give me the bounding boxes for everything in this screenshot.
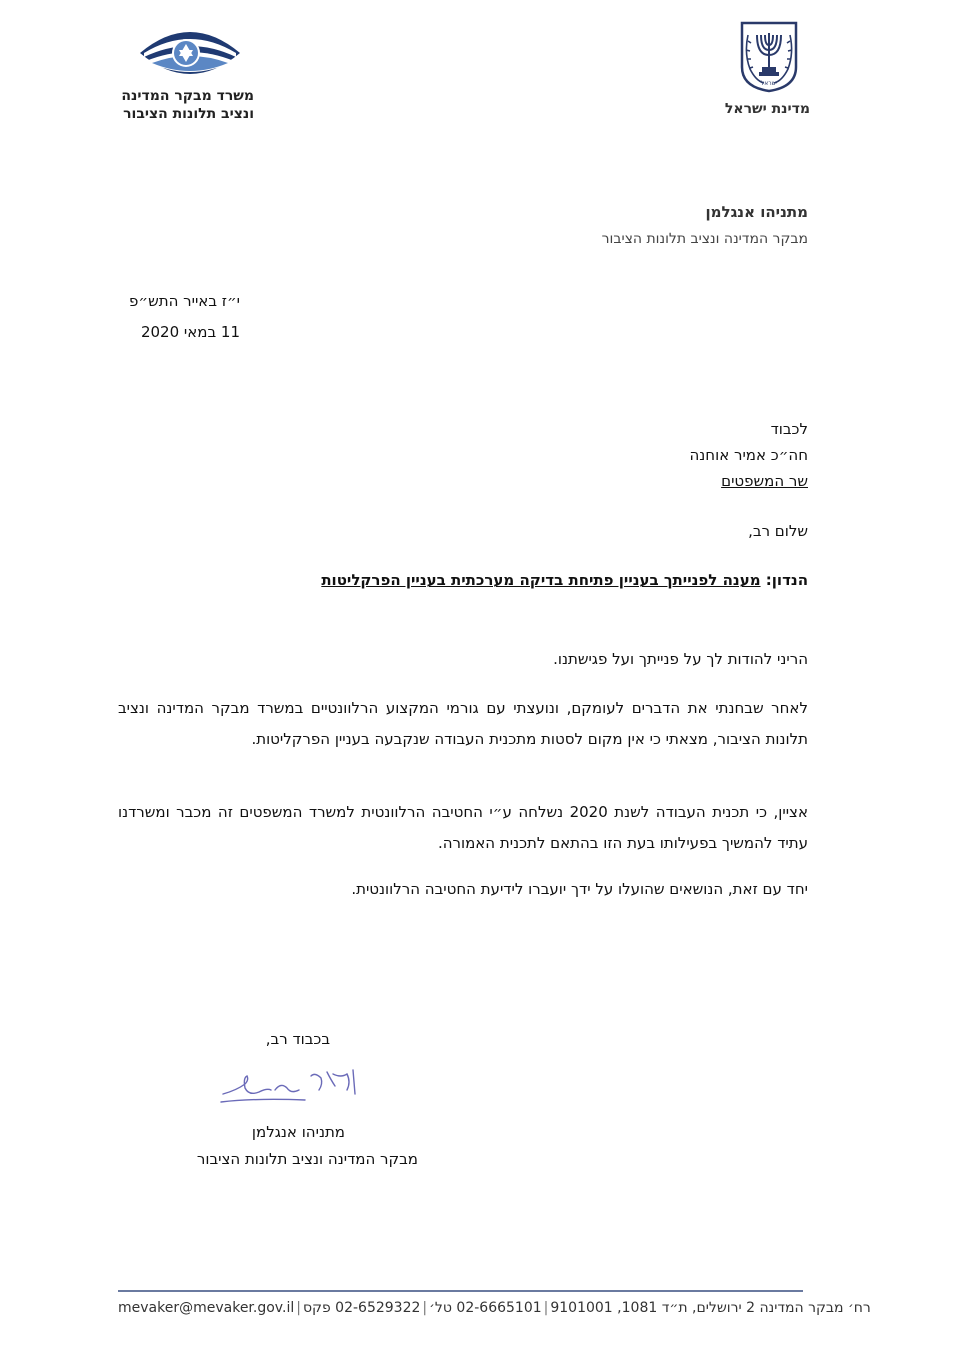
footer-phone: 02-6665101 טל׳: [429, 1300, 542, 1316]
recipient-title: שר המשפטים: [721, 472, 808, 490]
footer-fax: 02-6529322 פקס: [302, 1300, 421, 1316]
comptroller-name-line2: ונציב תלונות הציבור: [123, 106, 254, 122]
footer-contact-bar: [118, 1300, 871, 1316]
closing: בכבוד רב,: [265, 1030, 330, 1048]
author-name: מתניהו אנגלמן: [705, 203, 808, 221]
body-paragraph-3: אציין, כי תכנית העבודה לשנת 2020 נשלחה ע״י החטיבה הרלוונטית למשרד המשפטים זה מכבר ומשרדנו עתיד להמשיך בפעילותו בעת הזו בהתאם לתכנית האמורה.: [118, 803, 808, 852]
subject-line: [321, 571, 808, 589]
author-title: מבקר המדינה ונציב תלונות הציבור: [601, 231, 808, 247]
footer-separator: |: [296, 1300, 301, 1316]
body-paragraph-1: הריני להודות לך על פנייתך ועל פגישתנו.: [553, 650, 808, 668]
recipient-name: חה״כ אמיר אוחנה: [689, 446, 808, 464]
state-of-israel-label: מדינת ישראל: [724, 101, 810, 117]
hebrew-date: י״ז באייר התש״פ: [129, 292, 240, 310]
body-paragraph-2: לאחר שבחנתי את הדברים לעומקם, ונועצתי עם גורמי המקצוע הרלוונטיים במשרד מבקר המדינה ונציב תלונות הציבור, מצאתי כי אין מקום לסטות מתכנית העבודה שנקבעה בעניין הפרקליטות.: [118, 699, 808, 748]
comptroller-logo-block: [120, 15, 270, 125]
signatory-name: מתניהו אנגלמן: [251, 1123, 345, 1141]
subject-text: מענה לפנייתך בעניין פתיחת בדיקה מערכתית בעניין הפרקליטות: [321, 571, 761, 589]
eye-star-of-david-logo-icon: [138, 23, 242, 83]
gregorian-date: 11 במאי 2020: [140, 323, 240, 341]
comptroller-name-line1: משרד מבקר המדינה: [121, 88, 254, 104]
footer-email[interactable]: mevaker@mevaker.gov.il: [118, 1300, 295, 1316]
subject-label: הנדון:: [765, 571, 808, 589]
handwritten-signature: [215, 1060, 365, 1120]
svg-text:ישראל: ישראל: [760, 80, 778, 87]
footer-address: רח׳ מבקר המדינה 2 ירושלים, ת״ד 1081, 9101001: [550, 1300, 871, 1316]
footer-separator: |: [543, 1300, 549, 1316]
signatory-title: מבקר המדינה ונציב תלונות הציבור: [196, 1150, 418, 1168]
state-emblem-block: [700, 15, 820, 125]
menorah-emblem-icon: [738, 19, 800, 93]
footer-divider: [118, 1290, 803, 1292]
greeting: שלום רב,: [748, 522, 808, 540]
body-paragraph-4: יחד עם זאת, הנושאים שהועלו על ידך יועברו לידיעת החטיבה הרלוונטית.: [351, 880, 808, 898]
recipient-salutation: לכבוד: [770, 420, 808, 438]
footer-separator: |: [422, 1300, 428, 1316]
